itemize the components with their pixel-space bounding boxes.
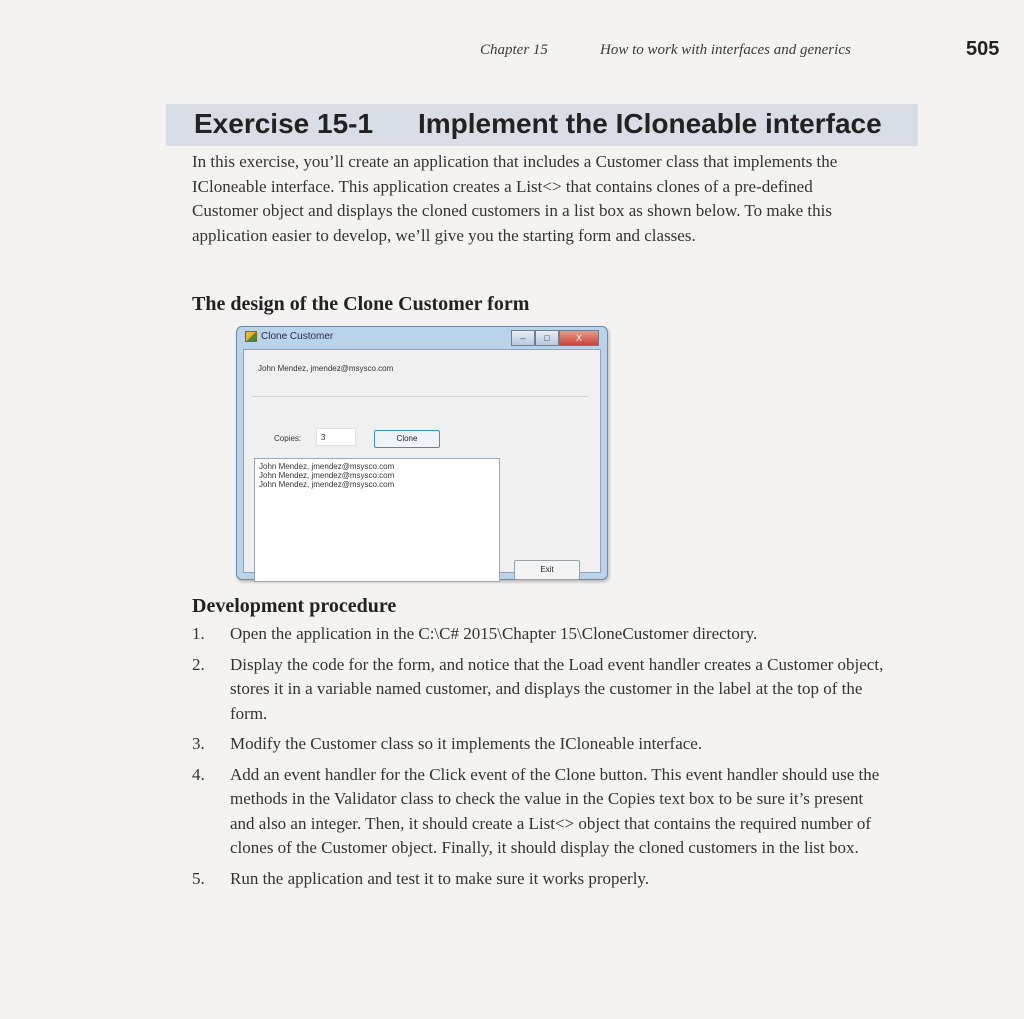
step-item [192, 867, 892, 892]
step-item [192, 622, 892, 647]
app-icon [245, 331, 257, 342]
clone-customer-window [236, 326, 608, 580]
step-item [192, 653, 892, 727]
step-item [192, 732, 892, 757]
chapter-label: Chapter 15 [480, 42, 548, 58]
exercise-heading-bar [166, 104, 918, 146]
window-title: Clone Customer [261, 331, 334, 343]
intro-text: In this exercise, you’ll create an application that includes a Customer class that implements the ICloneable interface. This application creates a List<> that contains clones of a pre-defined Customer object and displays the cloned customers in a list box as shown below. To make this application easier to develop, we’ll give you the starting form and classes. [192, 152, 838, 245]
customers-listbox[interactable] [254, 458, 500, 582]
step-number: 5. [192, 868, 205, 888]
exercise-title: Implement the ICloneable interface [418, 108, 882, 139]
customer-label: John Mendez, jmendez@msysco.com [258, 364, 394, 373]
step-number: 3. [192, 734, 205, 753]
page-number: 505 [966, 38, 1000, 60]
step-number: 4. [192, 764, 205, 784]
list-item[interactable]: John Mendez, jmendez@msysco.com [259, 462, 395, 471]
copies-label: Copies: [274, 434, 302, 443]
step-text: Modify the Customer class so it implements the ICloneable interface. [230, 734, 703, 753]
exercise-number: Exercise 15-1 [194, 108, 374, 139]
step-item [192, 763, 892, 861]
intro-paragraph [192, 150, 882, 248]
list-item[interactable]: John Mendez, jmendez@msysco.com [259, 471, 395, 480]
maximize-button[interactable]: □ [535, 330, 559, 346]
procedure-steps [192, 622, 892, 897]
copies-input[interactable]: 3 [316, 428, 356, 446]
chapter-title: How to work with interfaces and generics [600, 42, 851, 58]
step-number: 2. [192, 654, 205, 674]
close-button[interactable]: X [559, 330, 599, 346]
step-text: Display the code for the form, and notice that the Load event handler creates a Customer object, stores it in a variable named customer, and displays the customer in the label at the top of the form. [230, 654, 884, 723]
window-title-bar [245, 331, 333, 347]
step-text: Open the application in the C:\C# 2015\Chapter 15\CloneCustomer directory. [230, 624, 758, 643]
step-text: Add an event handler for the Click event of the Clone button. This event handler should use the methods in the Validator class to check the value in the Copies text box to be sure it’s present and also an integer. Then, it should create a List<> object that contains the required number of clones of the Customer object. Finally, it should display the cloned customers in the list box. [230, 764, 880, 857]
exit-button[interactable]: Exit [514, 560, 580, 580]
clone-button[interactable]: Clone [374, 430, 440, 448]
minimize-button[interactable]: – [511, 330, 535, 346]
form-client-area [243, 349, 601, 573]
step-text: Run the application and test it to make sure it works properly. [230, 868, 650, 888]
window-controls [511, 330, 599, 345]
list-item[interactable]: John Mendez, jmendez@msysco.com [259, 480, 395, 489]
step-number: 1. [192, 624, 205, 643]
design-heading: The design of the Clone Customer form [192, 293, 530, 315]
dev-heading: Development procedure [192, 595, 397, 617]
